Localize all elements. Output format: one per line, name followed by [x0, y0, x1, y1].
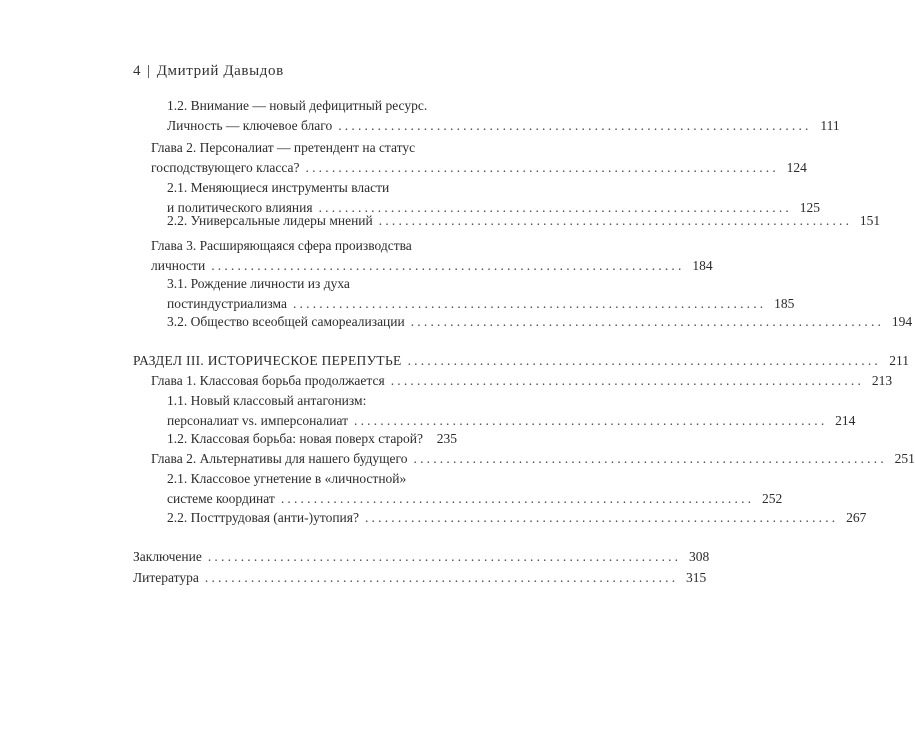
toc-entry-title-line-1: Литература	[133, 570, 199, 585]
toc-entry[interactable]	[151, 449, 915, 469]
toc-page-number: 194	[891, 314, 913, 329]
toc-page-number: 151	[859, 213, 881, 228]
toc-dot-leader: ........................................................................	[318, 200, 792, 215]
toc-entry-title-line-2: постиндустриализма	[167, 296, 287, 311]
toc-line	[167, 469, 447, 489]
toc-page-number: 235	[436, 431, 458, 446]
toc-entry-title-line-1: РАЗДЕЛ III. ИСТОРИЧЕСКОЕ ПЕРЕПУТЬЕ	[133, 353, 402, 368]
toc-entry-title-line-1: Глава 3. Расширяющаяся сфера производства	[151, 238, 412, 253]
toc-entry[interactable]	[167, 469, 783, 509]
toc-dot-leader: ........................................................................	[204, 570, 679, 585]
toc-line	[167, 96, 447, 116]
toc-line	[151, 138, 447, 158]
toc-page-number: 214	[835, 413, 856, 428]
toc-entry[interactable]	[151, 236, 713, 276]
toc-dot-leader: ........................................................................	[410, 314, 885, 329]
toc-entry-title-line-1: 1.2. Классовая борьба: новая поверх старой?	[167, 431, 424, 446]
toc-dot-leader: ........................................................................	[292, 296, 767, 311]
running-head	[133, 63, 284, 80]
toc-page-number: 213	[871, 373, 893, 388]
toc-entry[interactable]	[167, 211, 881, 231]
toc-line	[167, 211, 881, 231]
toc-dot-leader: ........................................................................	[390, 373, 865, 388]
toc-dot-leader: ........................................................................	[364, 510, 839, 525]
toc-line	[133, 351, 909, 371]
toc-dot-leader: ........................................................................	[338, 118, 812, 133]
toc-line	[151, 236, 447, 256]
toc-entry-title-line-1: Заключение	[133, 549, 202, 564]
toc-line	[167, 391, 447, 411]
toc-entry-title-line-1: Глава 1. Классовая борьба продолжается	[151, 373, 385, 388]
toc-line	[167, 116, 840, 136]
toc-page-number: 308	[689, 549, 710, 564]
toc-dot-leader: ........................................................................	[407, 353, 881, 368]
toc-entry-title-line-1: 3.1. Рождение личности из духа	[167, 276, 350, 291]
toc-page-number: 315	[686, 570, 707, 585]
toc-entry-title-line-2: персоналиат vs. имперсоналиат	[167, 413, 348, 428]
toc-page-number: 211	[889, 353, 909, 368]
toc-entry-title-line-1: 1.2. Внимание — новый дефицитный ресурс.	[167, 98, 428, 113]
header-page-number: 4	[133, 63, 142, 79]
toc-page-number: 185	[774, 296, 795, 311]
toc-dot-leader: ........................................................................	[280, 491, 755, 506]
toc-line	[151, 256, 713, 276]
toc-entry[interactable]	[167, 96, 840, 136]
toc-entry[interactable]	[133, 568, 707, 588]
toc-page-number: 184	[692, 258, 713, 273]
toc-dot-leader: ........................................................................	[207, 549, 682, 564]
toc-page-number: 111	[820, 118, 840, 133]
toc-dot-leader: ........................................................................	[354, 413, 828, 428]
toc-line	[133, 547, 710, 567]
toc-dot-leader: ........................................................................	[413, 451, 887, 466]
toc-entry-title-line-1: 1.1. Новый классовый антагонизм:	[167, 393, 367, 408]
toc-line	[167, 429, 458, 449]
toc-entry-title-line-1: 2.2. Посттрудовая (анти-)утопия?	[167, 510, 359, 525]
toc-entry[interactable]	[151, 371, 893, 391]
toc-line	[167, 411, 856, 431]
toc-entry-title-line-2: Личность — ключевое благо	[167, 118, 333, 133]
toc-entry[interactable]	[167, 312, 913, 332]
toc-entry[interactable]	[167, 429, 458, 449]
toc-entry-title-line-1: 2.1. Меняющиеся инструменты власти	[167, 180, 390, 195]
toc-line	[151, 371, 893, 391]
header-author: Дмитрий Давыдов	[156, 63, 284, 79]
toc-dot-leader: ........................................................................	[211, 258, 685, 273]
toc-page-number: 251	[894, 451, 915, 466]
toc-entry[interactable]	[167, 508, 867, 528]
toc-line	[167, 274, 447, 294]
toc-entry[interactable]	[167, 274, 795, 314]
toc-line	[167, 312, 913, 332]
toc-line	[167, 489, 783, 509]
toc-entry[interactable]	[167, 391, 856, 431]
header-separator: |	[147, 63, 151, 79]
toc-page-number: 125	[799, 200, 820, 215]
toc-dot-leader: ........................................................................	[378, 213, 853, 228]
toc-line	[167, 178, 447, 198]
toc-entry-title-line-2: и политического влияния	[167, 200, 313, 215]
toc-page-number: 124	[786, 160, 807, 175]
toc-entry-title-line-2: личности	[151, 258, 206, 273]
toc-entry-title-line-1: 2.2. Универсальные лидеры мнений	[167, 213, 373, 228]
toc-entry-title-line-1: Глава 2. Персоналиат — претендент на статус	[151, 140, 416, 155]
toc-page-number: 252	[761, 491, 783, 506]
toc-line	[167, 294, 795, 314]
toc-entry-title-line-1: 3.2. Общество всеобщей самореализации	[167, 314, 405, 329]
toc-page-number: 267	[846, 510, 867, 525]
toc-line	[151, 158, 807, 178]
toc-entry-title-line-1: 2.1. Классовое угнетение в «личностной»	[167, 471, 407, 486]
toc-dot-leader: ........................................................................	[305, 160, 779, 175]
toc-entry-title-line-2: господствующего класса?	[151, 160, 300, 175]
toc-line	[133, 568, 707, 588]
toc-entry[interactable]	[151, 138, 807, 178]
toc-line	[167, 508, 867, 528]
toc-entry-title-line-2: системе координат	[167, 491, 275, 506]
toc-entry-title-line-1: Глава 2. Альтернативы для нашего будущего	[151, 451, 408, 466]
toc-line	[151, 449, 915, 469]
toc-entry[interactable]	[133, 547, 710, 567]
toc-entry[interactable]	[133, 351, 909, 371]
